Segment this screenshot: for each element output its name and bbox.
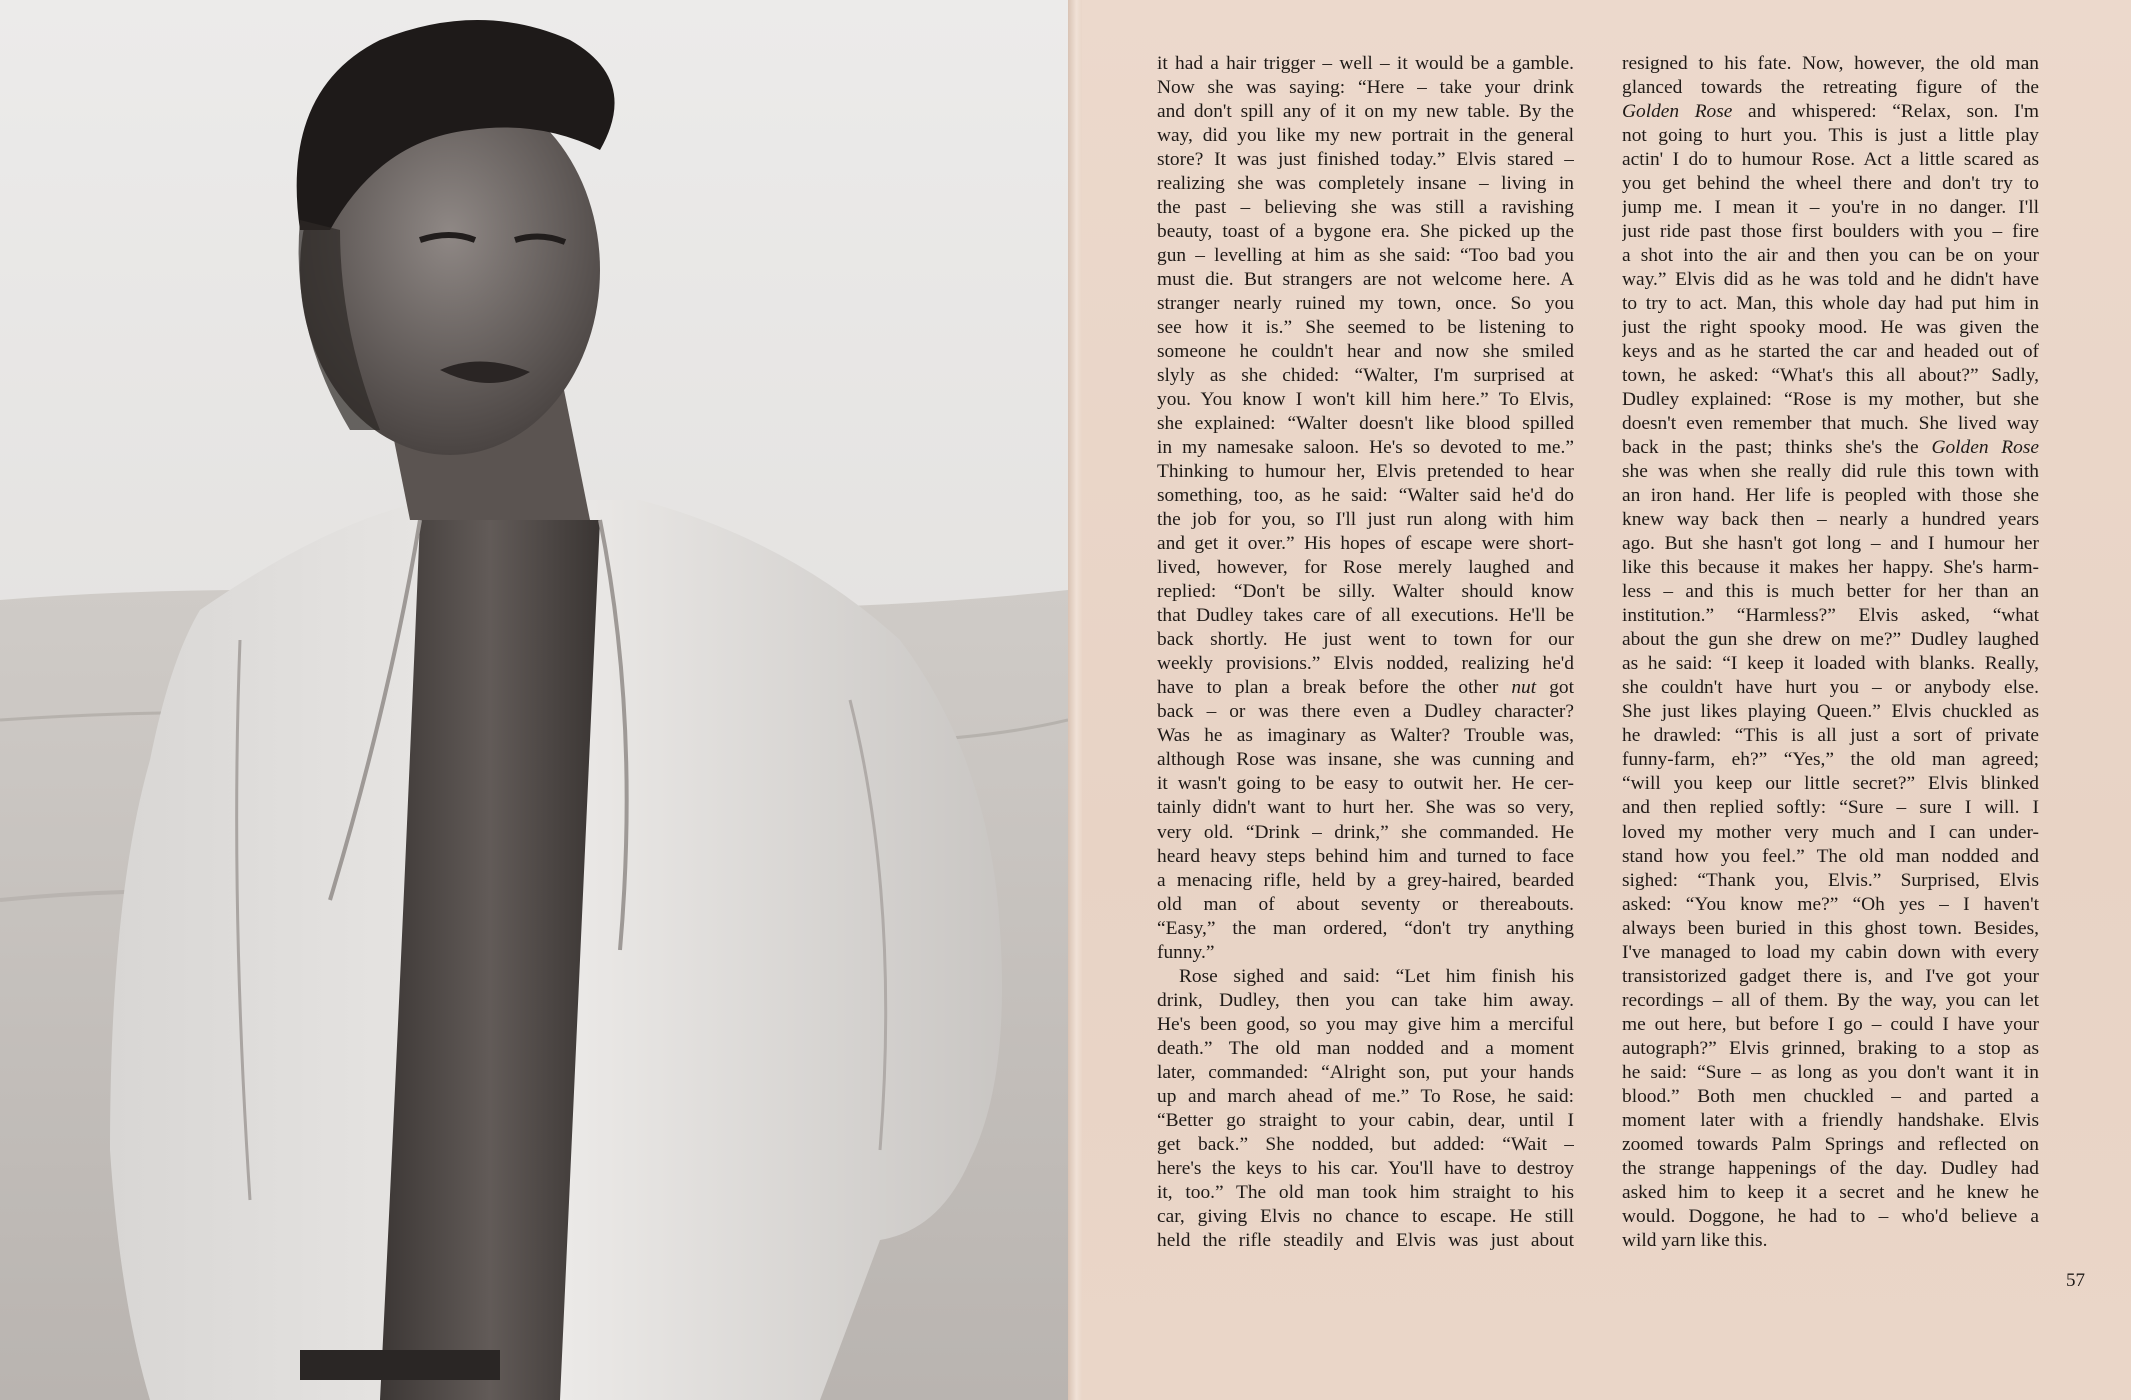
text-page <box>1082 0 2131 1400</box>
text-line: later, commanded: “Alright son, put your hands <box>1157 1061 1574 1083</box>
article-paragraph <box>1157 965 1574 1253</box>
text-line: as he said: “I keep it loaded with blanks. Really, <box>1622 653 2039 675</box>
text-line: just ride past those first boulders with you – fire <box>1622 221 2039 243</box>
text-line: she was when she really did rule this town with <box>1622 461 2039 483</box>
text-line: glanced towards the retreating figure of the <box>1622 77 2039 99</box>
text-line: zoomed towards Palm Springs and reflected on <box>1622 1133 2039 1155</box>
text-line: must die. But strangers are not welcome here. A <box>1157 269 1574 291</box>
text-line: and get it over.” His hopes of escape were short- <box>1157 533 1574 555</box>
text-line: a shot into the air and then you can be on your <box>1622 245 2039 267</box>
text-line: and don't spill any of it on my new table. By the <box>1157 101 1574 123</box>
text-line: He's been good, so you may give him a merciful <box>1157 1013 1574 1035</box>
text-line: store? It was just finished today.” Elvis stared – <box>1157 149 1574 171</box>
text-line: “will you keep our little secret?” Elvis blinked <box>1622 773 2039 795</box>
text-line: back – or was there even a Dudley character? <box>1157 701 1574 723</box>
page-number: 57 <box>2066 1270 2085 1291</box>
text-line: always been buried in this ghost town. Besides, <box>1622 917 2039 939</box>
text-line: an iron hand. Her life is peopled with those she <box>1622 485 2039 507</box>
text-line: doesn't even remember that much. She lived way <box>1622 413 2039 435</box>
text-line: heard heavy steps behind him and turned to face <box>1157 845 1574 867</box>
text-line: recordings – all of them. By the way, you can let <box>1622 989 2039 1011</box>
text-line: town, he asked: “What's this all about?” Sadly, <box>1622 365 2039 387</box>
text-line: drink, Dudley, then you can take him away. <box>1157 989 1574 1011</box>
text-line: asked: “You know me?” “Oh yes – I haven't <box>1622 893 2039 915</box>
text-line: she couldn't have hurt you – or anybody else. <box>1622 677 2039 699</box>
text-line: he drawled: “This is all just a sort of private <box>1622 725 2039 747</box>
article-paragraph <box>1157 52 1574 965</box>
text-line: keys and as he started the car and headed out of <box>1622 341 2039 363</box>
article-paragraph <box>1622 52 2039 1253</box>
text-line: knew way back then – nearly a hundred years <box>1622 509 2039 531</box>
text-line: loved my mother very much and I can under- <box>1622 821 2039 843</box>
text-line: wild yarn like this. <box>1622 1229 1768 1251</box>
text-line: the strange happenings of the day. Dudley had <box>1622 1157 2039 1179</box>
text-line: replied: “Don't be silly. Walter should know <box>1157 581 1574 603</box>
text-line: way.” Elvis did as he was told and he didn't have <box>1622 269 2039 291</box>
text-line: ago. But she hasn't got long – and I humour her <box>1622 533 2039 555</box>
text-line: sighed: “Thank you, Elvis.” Surprised, Elvis <box>1622 869 2039 891</box>
text-line: held the rifle steadily and Elvis was just about <box>1157 1229 1574 1251</box>
text-line: have to plan a break before the other nut got <box>1157 677 1574 699</box>
text-line: the past – believing she was still a ravishing <box>1157 197 1574 219</box>
text-line: lived, however, for Rose merely laughed and <box>1157 557 1574 579</box>
text-line: the job for you, so I'll just run along with him <box>1157 509 1574 531</box>
text-line: gun – levelling at him as she said: “Too bad you <box>1157 245 1574 267</box>
text-line: Dudley explained: “Rose is my mother, but she <box>1622 389 2039 411</box>
text-line: to try to act. Man, this whole day had put him in <box>1622 293 2039 315</box>
text-line: not going to hurt you. This is just a little play <box>1622 125 2039 147</box>
text-line: autograph?” Elvis grinned, braking to a stop as <box>1622 1037 2039 1059</box>
text-line: less – and this is much better for her than an <box>1622 581 2039 603</box>
text-line: car, giving Elvis no chance to escape. He still <box>1157 1205 1574 1227</box>
text-line: actin' I do to humour Rose. Act a little scared as <box>1622 149 2039 171</box>
text-line: I've managed to load my cabin down with every <box>1622 941 2039 963</box>
text-line: “Easy,” the man ordered, “don't try anything <box>1157 917 1574 939</box>
text-line: stranger nearly ruined my town, once. So you <box>1157 293 1574 315</box>
text-line: here's the keys to his car. You'll have to destroy <box>1157 1157 1574 1179</box>
text-line: very old. “Drink – drink,” she commanded. He <box>1157 821 1574 843</box>
page-gutter <box>1068 0 1082 1400</box>
text-line: funny-farm, eh?” “Yes,” the old man agreed; <box>1622 749 2039 771</box>
text-line: it wasn't going to be easy to outwit her. He cer- <box>1157 773 1574 795</box>
text-line: asked him to keep it a secret and he knew he <box>1622 1181 2039 1203</box>
text-line: “Better go straight to your cabin, dear, until I <box>1157 1109 1574 1131</box>
text-line: would. Doggone, he had to – who'd believe a <box>1622 1205 2039 1227</box>
text-line: institution.” “Harmless?” Elvis asked, “what <box>1622 605 2039 627</box>
text-line: She just likes playing Queen.” Elvis chuckled as <box>1622 701 2039 723</box>
text-line: that Dudley takes care of all executions. He'll be <box>1157 605 1574 627</box>
text-line: she explained: “Walter doesn't like blood spilled <box>1157 413 1574 435</box>
text-line: beauty, toast of a bygone era. She picked up the <box>1157 221 1574 243</box>
text-line: it had a hair trigger – well – it would be a gamble. <box>1157 53 1574 74</box>
text-line: stand how you feel.” The old man nodded and <box>1622 845 2039 867</box>
text-line: he said: “Sure – as long as you don't want it in <box>1622 1061 2039 1083</box>
text-line: jump me. I mean it – you're in no danger. I'll <box>1622 197 2039 219</box>
text-line: just the right spooky mood. He was given the <box>1622 317 2039 339</box>
text-line: weekly provisions.” Elvis nodded, realizing he'd <box>1157 653 1574 675</box>
text-line: Now she was saying: “Here – take your drink <box>1157 77 1574 99</box>
article-column-2 <box>1622 52 2039 1253</box>
text-line: moment later with a friendly handshake. Elvis <box>1622 1109 2039 1131</box>
text-line: see how it is.” She seemed to be listening to <box>1157 317 1574 339</box>
text-line: old man of about seventy or thereabouts. <box>1157 893 1574 915</box>
text-line: transistorized gadget there is, and I've got your <box>1622 965 2039 987</box>
text-line: get back.” She nodded, but added: “Wait – <box>1157 1133 1574 1155</box>
text-line: me out here, but before I go – could I have your <box>1622 1013 2039 1035</box>
text-line: although Rose was insane, she was cunning and <box>1157 749 1574 771</box>
text-line: realizing she was completely insane – living in <box>1157 173 1574 195</box>
text-line: death.” The old man nodded and a moment <box>1157 1037 1574 1059</box>
text-line: funny.” <box>1157 941 1215 963</box>
text-line: something, too, as he said: “Walter said he'd do <box>1157 485 1574 507</box>
text-line: it, too.” The old man took him straight to his <box>1157 1181 1574 1203</box>
text-line: a menacing rifle, held by a grey-haired, bearded <box>1157 869 1574 891</box>
text-line: you get behind the wheel there and don't try to <box>1622 173 2039 195</box>
text-line: Golden Rose and whispered: “Relax, son. I'm <box>1622 101 2039 123</box>
text-line: tainly didn't want to hurt her. She was so very, <box>1157 797 1574 819</box>
text-line: Thinking to humour her, Elvis pretended to hear <box>1157 461 1574 483</box>
text-line: in my namesake saloon. He's so devoted to me.” <box>1157 437 1574 459</box>
text-line: Was he as imaginary as Walter? Trouble was, <box>1157 725 1574 747</box>
text-line: like this because it makes her happy. She's harm- <box>1622 557 2039 579</box>
text-line: blood.” Both men chuckled – and parted a <box>1622 1085 2039 1107</box>
text-line: Rose sighed and said: “Let him finish his <box>1179 965 1574 987</box>
text-line: way, did you like my new portrait in the general <box>1157 125 1574 147</box>
text-line: and then replied softly: “Sure – sure I will. I <box>1622 797 2039 819</box>
text-line: resigned to his fate. Now, however, the old man <box>1622 53 2039 74</box>
text-line: slyly as she chided: “Walter, I'm surprised at <box>1157 365 1574 387</box>
text-line: back shortly. He just went to town for our <box>1157 629 1574 651</box>
text-line: you. You know I won't kill him here.” To Elvis, <box>1157 389 1574 411</box>
text-line: about the gun she drew on me?” Dudley laughed <box>1622 629 2039 651</box>
text-line: up and march ahead of me.” To Rose, he said: <box>1157 1085 1574 1107</box>
article-column-1 <box>1157 52 1574 1253</box>
text-line: someone he couldn't hear and now she smiled <box>1157 341 1574 363</box>
text-line: back in the past; thinks she's the Golden Rose <box>1622 437 2039 459</box>
